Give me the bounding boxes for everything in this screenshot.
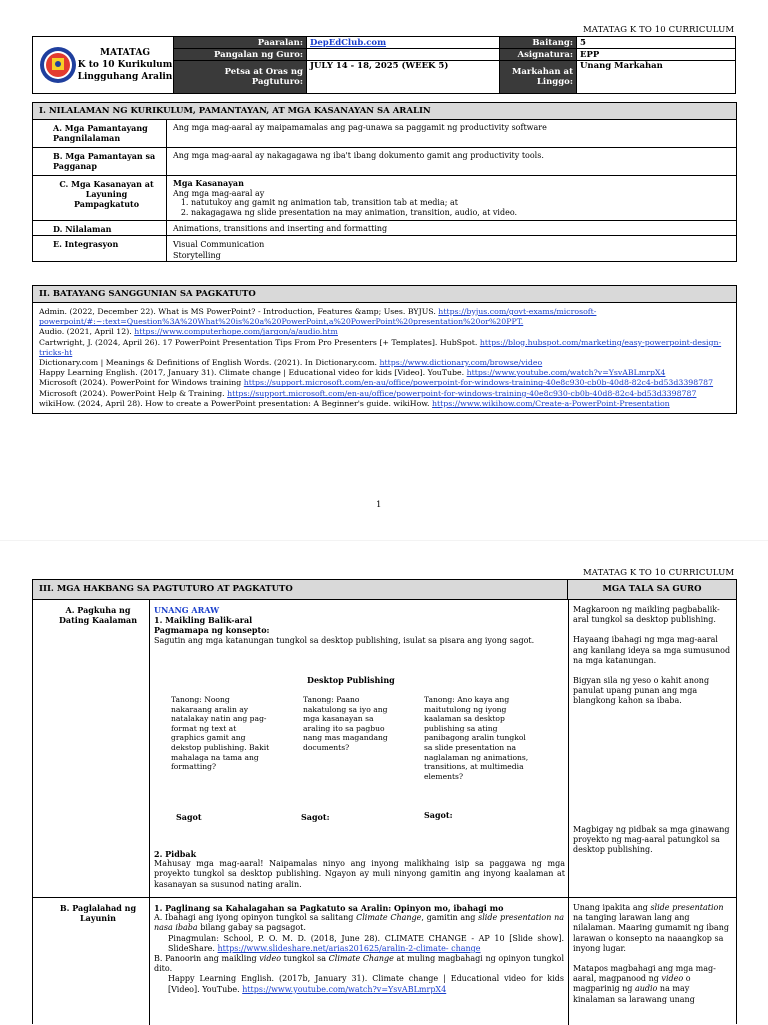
reference-item: Cartwright, J. (2024, April 26). 17 PowerPoint Presentation Tips From Pro Presenters [+ Templates]. HubSpot. https://blog.hubspot.com/marketing/easy-powerpoint-design-tricks-ht	[39, 337, 722, 357]
kasanayan-title: Mga Kasanayan	[173, 178, 244, 188]
reference-link[interactable]: https://support.microsoft.com/en-au/office/powerpoint-for-windows-training-40e8c930-cb0b-40d8-82c4-bd53d3398787	[243, 378, 714, 388]
column-divider	[568, 600, 569, 1025]
part-b-key: B. Paglalahad ng Layunin	[59, 903, 137, 924]
section-references	[32, 285, 737, 414]
row-kasanayan	[33, 176, 736, 221]
step1-sub: Pagmamapa ng konsepto:	[154, 625, 270, 636]
row-value	[167, 176, 736, 220]
markahan-label: Markahan at Linggo:	[500, 61, 577, 94]
petsa-label: Petsa at Oras ng Pagtuturo:	[174, 61, 307, 94]
part-a-body	[154, 605, 564, 646]
guro-label: Pangalan ng Guro:	[174, 49, 307, 61]
title-line-2: K to 10 Kurikulum	[77, 60, 173, 70]
map-title: Desktop Publishing	[307, 675, 395, 685]
header-title-cell	[33, 37, 174, 94]
step1-title: 1. Maikling Balik-aral	[154, 615, 253, 626]
section-2-title: II. BATAYANG SANGGUNIAN SA PAGKATUTO	[33, 286, 736, 303]
teacher-note: Magkaroon ng maikling pagbabalik-aral tungkol sa desktop publishing.	[573, 605, 720, 625]
baitang-value: 5	[577, 37, 736, 49]
column-divider	[149, 600, 150, 1025]
reference-link[interactable]: https://www.wikihow.com/Create-a-PowerPoint-Presentation	[432, 398, 670, 408]
row-value: Ang mga mag-aaral ay maipamamalas ang pag-unawa sa paggamit ng productivity software	[173, 123, 547, 132]
title-line-3: Lingguhang Aralin	[77, 72, 173, 82]
teacher-note: Bigyan sila ng yeso o kahit anong panulat upang punan ang mga blangkong kahon sa ibaba.	[573, 676, 710, 706]
partb-step1-title: 1. Paglinang sa Kahalagahan sa Pagkatuto sa Aralin: Opinyon mo, ibahagi mo	[154, 903, 504, 913]
step2-title: 2. Pidbak	[154, 849, 197, 859]
row-value: Ang mga mag-aaral ay nakagagawa ng iba't ibang dokumento gamit ang productivity tools.	[173, 151, 544, 160]
section-curriculum	[32, 102, 737, 262]
section-1-title: I. NILALAMAN NG KURIKULUM, PAMANTAYAN, AT MGA KASANAYAN SA ARALIN	[33, 103, 736, 120]
reference-item: Admin. (2022, December 22). What is MS PowerPoint? - Introduction, Features &amp; Uses. BYJUS. https://byjus.com/govt-exams/microsoft-powerpoint/#:~:text=Question%3A%20What%20is%20a%20PowerPoint,a%20PowerPoint%20presentation%20or%20PPT.	[39, 307, 597, 327]
asignatura-label: Asignatura:	[500, 49, 577, 61]
step1-text: Sagutin ang mga katanungan tungkol sa desktop publishing, isulat sa pisara ang iyong sagot.	[154, 635, 535, 645]
reference-link[interactable]: https://byjus.com/govt-exams/microsoft-powerpoint/#:~:text=Question%3A%20What%20is%20a%20PowerPoint,a%20PowerPoint%20presentation%20or%20PPT.	[39, 307, 597, 327]
kasanayan-item: 1. natutukoy ang gamit ng animation tab, transition tab at media; at	[191, 198, 730, 208]
reference-link[interactable]: https://www.computerhope.com/jargon/a/audio.htm	[134, 327, 338, 337]
youtube-link[interactable]: https://www.youtube.com/watch?v=YsvABLmrpX4	[242, 984, 447, 994]
row-key: C. Mga Kasanayan at Layuning Pampagkatuto	[33, 176, 167, 220]
row-key: B. Mga Pamantayan sa Pagganap	[33, 148, 167, 175]
reference-item: Microsoft (2024). PowerPoint Help & Training. https://support.microsoft.com/en-au/office/powerpoint-for-windows-training-40e8c930-cb0b-40d8-82c4-bd53d3398787	[39, 388, 697, 398]
reference-link[interactable]: https://www.dictionary.com/browse/video	[379, 358, 543, 368]
partb-item-b-ref: Happy Learning English. (2017b, January 31). Climate change | Educational video for kids [Video]. YouTube. https://www.youtube.com/watch?v=YsvABLmrpX4	[168, 974, 564, 994]
slideshare-link[interactable]: https://www.slideshare.net/arias201625/aralin-2-climate- change	[217, 943, 481, 953]
partb-item-a: A. Ibahagi ang iyong opinyon tungkol sa salitang Climate Change, gamitin ang slide presentation na nasa ibaba bilang gabay sa pagsagot.	[154, 913, 564, 933]
row-divider	[33, 897, 736, 898]
kasanayan-item: 2. nakagagawa ng slide presentation na may animation, transition, audio, at video.	[191, 208, 730, 218]
answer-label-3: Sagot:	[424, 810, 453, 820]
answer-label-1: Sagot	[176, 812, 202, 822]
reference-link[interactable]: https://www.youtube.com/watch?v=YsvABLmrpX4	[466, 368, 666, 378]
baitang-label: Baitang:	[500, 37, 577, 49]
markahan-value: Unang Markahan	[577, 61, 736, 94]
asignatura-value: EPP	[577, 49, 736, 61]
reference-link[interactable]: https://blog.hubspot.com/marketing/easy-powerpoint-design-tricks-ht	[39, 337, 722, 357]
integrasyon-line: Storytelling	[173, 251, 221, 260]
reference-item: Microsoft (2024). PowerPoint for Windows training https://support.microsoft.com/en-au/office/powerpoint-for-windows-training-40e8c930-cb0b-40d8-82c4-bd53d3398787	[39, 378, 714, 388]
step2-block	[154, 849, 565, 890]
day-label: UNANG ARAW	[154, 605, 220, 615]
concept-question-3: Tanong: Ano kaya ang maitutulong ng iyong kaalaman sa desktop publishing sa ating panibagong aralin tungkol sa slide presentation na naglalaman ng animations, transitions, at multimedia elements?	[424, 695, 529, 781]
part-b-notes	[573, 903, 733, 1005]
guro-value	[307, 49, 500, 61]
deped-seal-icon	[39, 46, 77, 84]
kasanayan-intro: Ang mga mag-aaral ay	[173, 188, 265, 198]
paaralan-link[interactable]: DepEdClub.com	[310, 37, 387, 48]
paaralan-label: Paaralan:	[174, 37, 307, 49]
title-line-1: MATATAG	[99, 48, 151, 58]
page-number: 1	[376, 500, 382, 510]
partb-item-b: B. Panoorin ang maikling video tungkol sa Climate Change at muling magbahagi ng opinyon tungkol dito.	[154, 954, 565, 974]
row-key: D. Nilalaman	[33, 221, 167, 235]
step2-text: Mahusay mga mag-aaral! Naipamalas ninyo ang inyong malikhaing isip sa paggawa ng mga proyekto tungkol sa desktop publishing. Ngayon ay muli ninyong gamitin ang inyong kaalaman at kasanayan sa susunod nating aralin.	[154, 859, 565, 889]
reference-list	[33, 303, 736, 413]
curriculum-tag-page2: MATATAG K TO 10 CURRICULUM	[583, 568, 735, 578]
row-integrasyon	[33, 236, 736, 261]
row-pamantayang-pangnilalaman	[33, 120, 736, 148]
reference-item: wikiHow. (2024, April 28). How to create a PowerPoint presentation: A Beginner's guide. wikiHow. https://www.wikihow.com/Create-a-PowerPoint-Presentation	[39, 398, 670, 408]
curriculum-tag: MATATAG K TO 10 CURRICULUM	[583, 25, 735, 35]
row-key: E. Integrasyon	[33, 236, 167, 261]
teacher-note: Unang ipakita ang slide presentation na tanging larawan lang ang nilalaman. Maaring gumamit ng ibang larawan o konsepto na naaangkop sa inyong lugar.	[573, 903, 729, 953]
row-value: Animations, transitions and inserting and formatting	[173, 224, 388, 233]
lesson-header-table	[32, 36, 736, 94]
partb-item-a-ref: Pinagmulan: School, P. O. M. D. (2018, June 28). CLIMATE CHANGE - AP 10 [Slide show]. SlideShare. https://www.slideshare.net/arias201625/aralin-2-climate- change	[168, 933, 564, 953]
part-a-key: A. Pagkuha ng Dating Kaalaman	[58, 605, 138, 626]
notes-title: MGA TALA SA GURO	[568, 580, 736, 600]
row-pamantayan-pagganap	[33, 148, 736, 176]
reference-item: Happy Learning English. (2017, January 31). Climate change | Educational video for kids [Video]. YouTube. https://www.youtube.com/watch?v=YsvABLmrpX4	[39, 368, 666, 378]
page-break	[0, 540, 768, 541]
section-3-title: III. MGA HAKBANG SA PAGTUTURO AT PAGKATUTO	[33, 580, 568, 600]
row-nilalaman	[33, 221, 736, 236]
concept-question-1: Tanong: Noong nakaraang aralin ay natalakay natin ang pag-format ng text at graphics gamit ang dekstop publishing. Bakit mahalaga na tama ang formatting?	[171, 695, 270, 772]
row-value	[167, 236, 736, 261]
part-b-body	[154, 903, 564, 995]
reference-item: Audio. (2021, April 12). https://www.computerhope.com/jargon/a/audio.htm	[39, 327, 338, 337]
teacher-note: Magbigay ng pidbak sa mga ginawang proyekto ng mag-aaral patungkol sa desktop publishing.	[573, 824, 730, 855]
reference-item: Dictionary.com | Meanings & Definitions of English Words. (2021). In Dictionary.com. https://www.dictionary.com/browse/video	[39, 358, 543, 368]
teacher-note: Matapos magbahagi ang mga mag-aaral, magpanood ng video o magparinig ng audio na may kinalaman sa larawang unang	[573, 964, 716, 1004]
section-steps	[32, 579, 737, 1024]
teacher-note: Hayaang ibahagi ng mga mag-aaral ang kanilang ideya sa mga sumusunod na mga katanungan.	[573, 635, 731, 665]
petsa-value: JULY 14 - 18, 2025 (WEEK 5)	[307, 61, 500, 94]
reference-link[interactable]: https://support.microsoft.com/en-au/office/powerpoint-for-windows-training-40e8c930-cb0b-40d8-82c4-bd53d3398787	[227, 388, 697, 398]
part-a-notes	[573, 605, 733, 855]
integrasyon-line: Visual Communication	[173, 240, 265, 249]
row-key: A. Mga Pamantayang Pangnilalaman	[33, 120, 167, 147]
concept-question-2: Tanong: Paano nakatulong sa iyo ang mga kasanayan sa araling ito sa pagbuo nang mas magandang documents?	[303, 695, 388, 752]
answer-label-2: Sagot:	[301, 812, 330, 822]
